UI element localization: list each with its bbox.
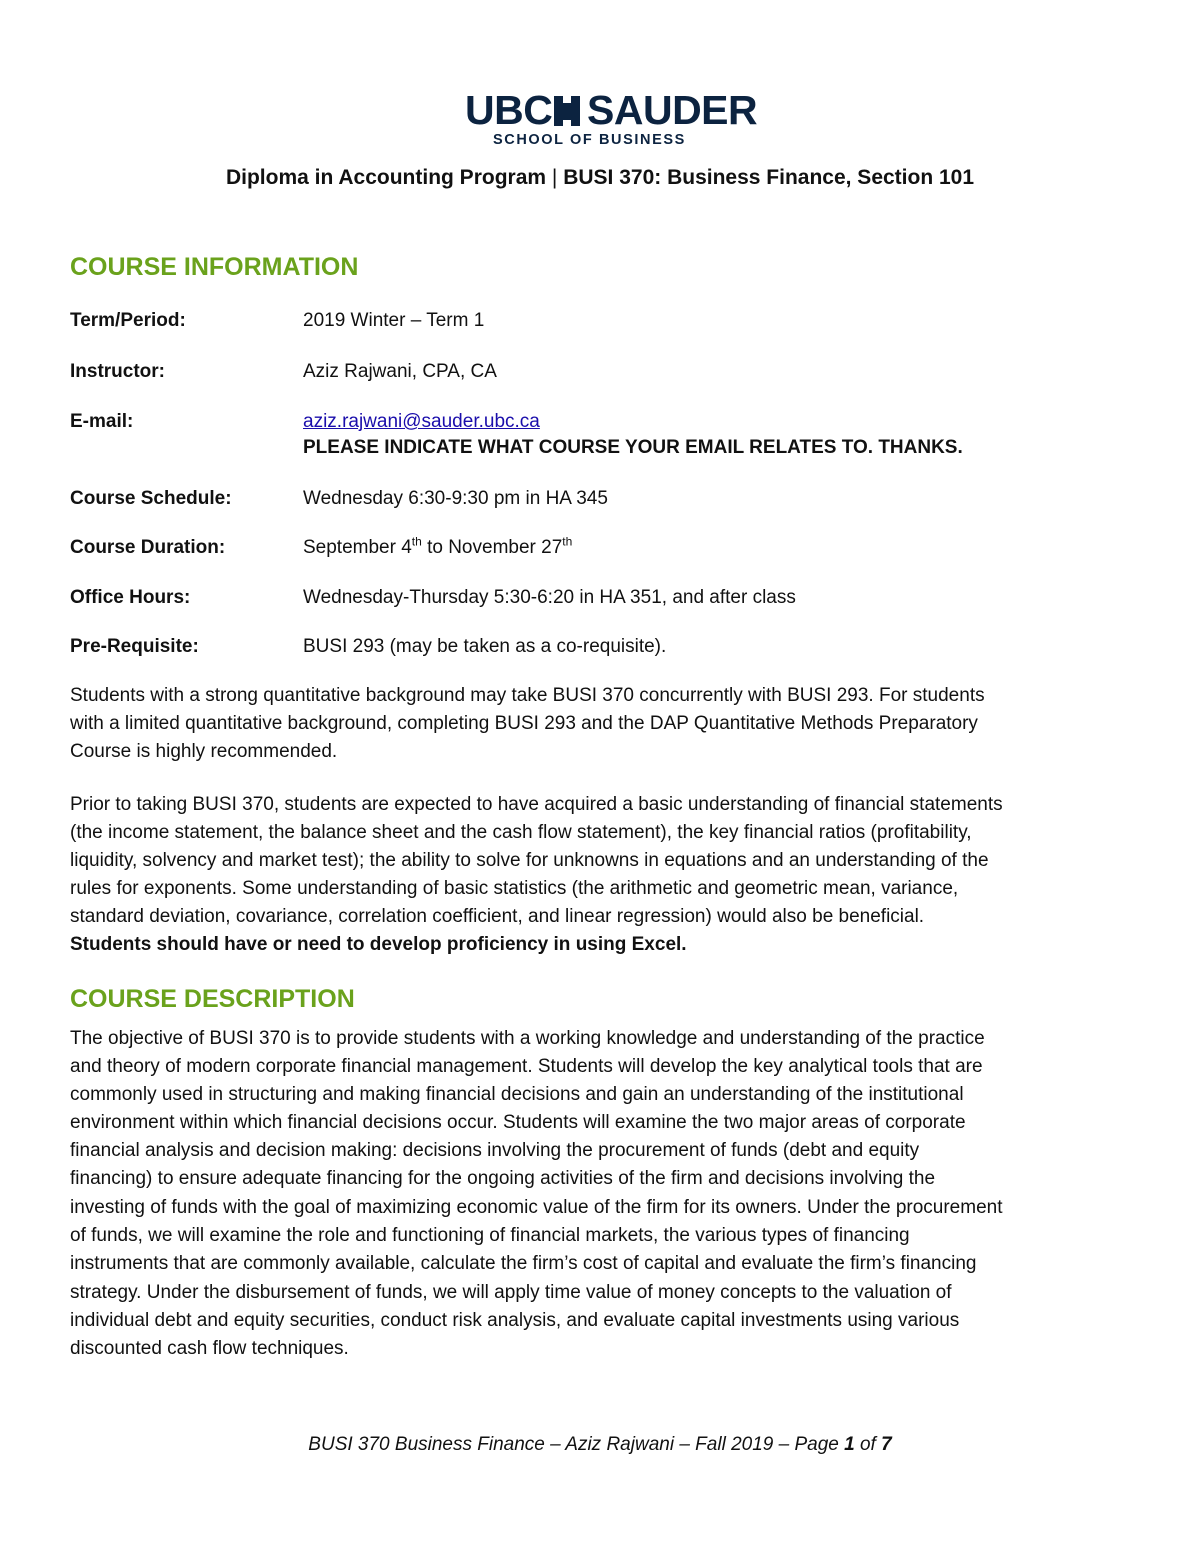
logo-subtitle: SCHOOL OF BUSINESS: [493, 132, 686, 148]
expectations-paragraph-line: (the income statement, the balance sheet and the cash flow statement), the key financial ratios (profitability,: [70, 822, 972, 843]
footer-of: of: [854, 1434, 882, 1455]
title-separator: |: [551, 166, 558, 189]
expectations-paragraph-line: Prior to taking BUSI 370, students are expected to have acquired a basic understanding of financial statements: [70, 794, 1003, 815]
instructor-value: Aziz Rajwani, CPA, CA: [303, 361, 497, 382]
email-value: [303, 411, 540, 433]
schedule-value: Wednesday 6:30-9:30 pm in HA 345: [303, 488, 608, 509]
description-line: commonly used in structuring and making financial decisions and gain an understanding of the institutional: [70, 1084, 964, 1105]
prereq-paragraph-line: with a limited quantitative background, completing BUSI 293 and the DAP Quantitative Methods Preparatory: [70, 713, 978, 734]
description-line: and theory of modern corporate financial management. Students will develop the key analytical tools that are: [70, 1056, 983, 1077]
course-information-heading: COURSE INFORMATION: [70, 253, 359, 281]
logo-sauder-text: SAUDER: [587, 87, 758, 133]
course-name: BUSI 370: Business Finance, Section 101: [563, 166, 975, 189]
schedule-label: Course Schedule:: [70, 488, 232, 509]
ubc-sauder-logo: [465, 87, 758, 152]
duration-end-sup: th: [562, 534, 573, 549]
excel-proficiency-note: Students should have or need to develop proficiency in using Excel.: [70, 934, 687, 955]
expectations-paragraph-line: liquidity, solvency and market test); the ability to solve for unknowns in equations and an understanding of the: [70, 850, 989, 871]
description-line: The objective of BUSI 370 is to provide students with a working knowledge and understanding of the practice: [70, 1028, 985, 1049]
logo-ubc-text: UBC: [465, 87, 553, 133]
prerequisite-value: BUSI 293 (may be taken as a co-requisite).: [303, 636, 667, 657]
duration-label: Course Duration:: [70, 537, 226, 558]
description-line: discounted cash flow techniques.: [70, 1338, 349, 1359]
description-line: environment within which financial decisions occur. Students will examine the two major areas of corporate: [70, 1112, 966, 1133]
email-link[interactable]: aziz.rajwani@sauder.ubc.ca: [303, 411, 540, 432]
office-hours-value: Wednesday-Thursday 5:30-6:20 in HA 351, and after class: [303, 587, 796, 608]
description-line: financing) to ensure adequate financing for the ongoing activities of the firm and decisions involving the: [70, 1168, 936, 1189]
description-line: financial analysis and decision making: decisions involving the procurement of funds (debt and equity: [70, 1140, 920, 1161]
duration-start: September 4: [303, 537, 412, 558]
description-line: of funds, we will examine the role and functioning of financial markets, the various types of financing: [70, 1225, 910, 1246]
footer-page-number: 1: [844, 1434, 855, 1455]
description-line: individual debt and equity securities, conduct risk analysis, and evaluate capital investments using various: [70, 1310, 960, 1331]
description-line: strategy. Under the disbursement of funds, we will apply time value of money concepts to the valuation of: [70, 1282, 952, 1303]
description-line: investing of funds with the goal of maximizing economic value of the firm for its owners. Under the procurement: [70, 1197, 1003, 1218]
page-footer: [0, 1434, 1200, 1456]
duration-end: to November 27: [421, 537, 563, 558]
course-description-heading: COURSE DESCRIPTION: [70, 985, 355, 1013]
prereq-paragraph-line: Course is highly recommended.: [70, 741, 338, 762]
prerequisite-label: Pre-Requisite:: [70, 636, 199, 657]
expectations-paragraph-line: rules for exponents. Some understanding of basic statistics (the arithmetic and geometric mean, variance,: [70, 878, 959, 899]
expectations-paragraph-line: standard deviation, covariance, correlation coefficient, and linear regression) would also be beneficial.: [70, 906, 925, 927]
duration-start-sup: th: [411, 534, 422, 549]
footer-page-total: 7: [881, 1434, 892, 1455]
email-note: PLEASE INDICATE WHAT COURSE YOUR EMAIL RELATES TO. THANKS.: [303, 437, 963, 458]
email-label: E-mail:: [70, 411, 134, 432]
term-label: Term/Period:: [70, 310, 186, 331]
term-value: 2019 Winter – Term 1: [303, 310, 485, 331]
prereq-paragraph-line: Students with a strong quantitative background may take BUSI 370 concurrently with BUSI 293. For students: [70, 685, 985, 706]
logo-mark-icon: [552, 94, 582, 128]
office-hours-label: Office Hours:: [70, 587, 191, 608]
duration-value: [303, 534, 573, 559]
description-line: instruments that are commonly available, calculate the firm’s cost of capital and evaluate the firm’s financing: [70, 1253, 977, 1274]
instructor-label: Instructor:: [70, 361, 165, 382]
program-name: Diploma in Accounting Program: [225, 166, 547, 189]
footer-text: BUSI 370 Business Finance – Aziz Rajwani – Fall 2019 – Page: [308, 1434, 845, 1455]
document-title: [0, 166, 1200, 190]
